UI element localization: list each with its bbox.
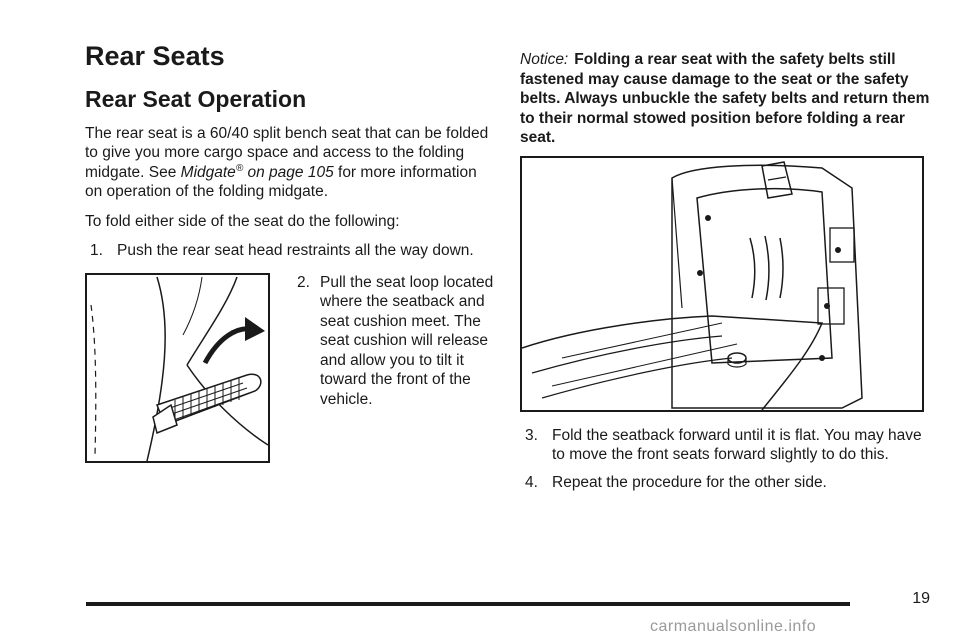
step-4 xyxy=(520,473,930,493)
step-1-text: Push the rear seat head restraints all the way down. xyxy=(117,242,474,260)
steps-right xyxy=(520,426,930,493)
intro-text-1: The rear seat is a 60/40 split bench seat that can be folded to give you more cargo space and access to the folding midgate. See xyxy=(85,124,489,181)
notice-text: Folding a rear seat with the safety belts still fastened may cause damage to the seat or the safety belts. Always unbuckle the safety belts and return them to their normal stowed position before folding a rear seat. xyxy=(520,51,930,146)
step-4-text: Repeat the procedure for the other side. xyxy=(552,473,827,491)
step-2-row xyxy=(85,273,495,473)
registered-mark: ® xyxy=(235,162,244,174)
midgate-reference-page: on page 105 xyxy=(243,163,334,181)
folded-seat-illustration xyxy=(520,156,924,412)
lead-paragraph: To fold either side of the seat do the following: xyxy=(85,212,400,230)
right-column xyxy=(520,50,930,500)
notice-paragraph xyxy=(520,50,930,148)
page-number: 19 xyxy=(912,590,930,607)
step-2-number: 2. xyxy=(297,273,310,291)
step-4-number: 4. xyxy=(525,473,538,491)
step-2 xyxy=(297,273,497,410)
step-3 xyxy=(520,426,930,465)
midgate-reference-name: Midgate xyxy=(180,163,236,181)
left-column xyxy=(85,40,495,473)
intro-text-2: for more information on operation of the folding midgate. xyxy=(85,163,477,201)
footer-rule xyxy=(86,602,850,606)
section-title: Rear Seat Operation xyxy=(85,86,307,113)
watermark: carmanualsonline.info xyxy=(650,618,817,635)
step-1-number: 1. xyxy=(90,242,103,260)
step-2-text: Pull the seat loop located where the seatback and seat cushion meet. The seat cushion will release and allow you to tilt it toward the front of the vehicle. xyxy=(320,273,494,408)
notice-label: Notice: xyxy=(520,51,569,68)
step-3-number: 3. xyxy=(525,426,538,444)
midgate-reference-link[interactable] xyxy=(181,164,334,181)
step-3-text: Fold the seatback forward until it is flat. You may have to move the front seats forward slightly to do this. xyxy=(552,426,922,463)
step-1 xyxy=(85,241,495,261)
page-title: Rear Seats xyxy=(85,41,225,71)
intro-paragraph xyxy=(85,124,495,202)
seat-loop-illustration xyxy=(85,273,270,463)
